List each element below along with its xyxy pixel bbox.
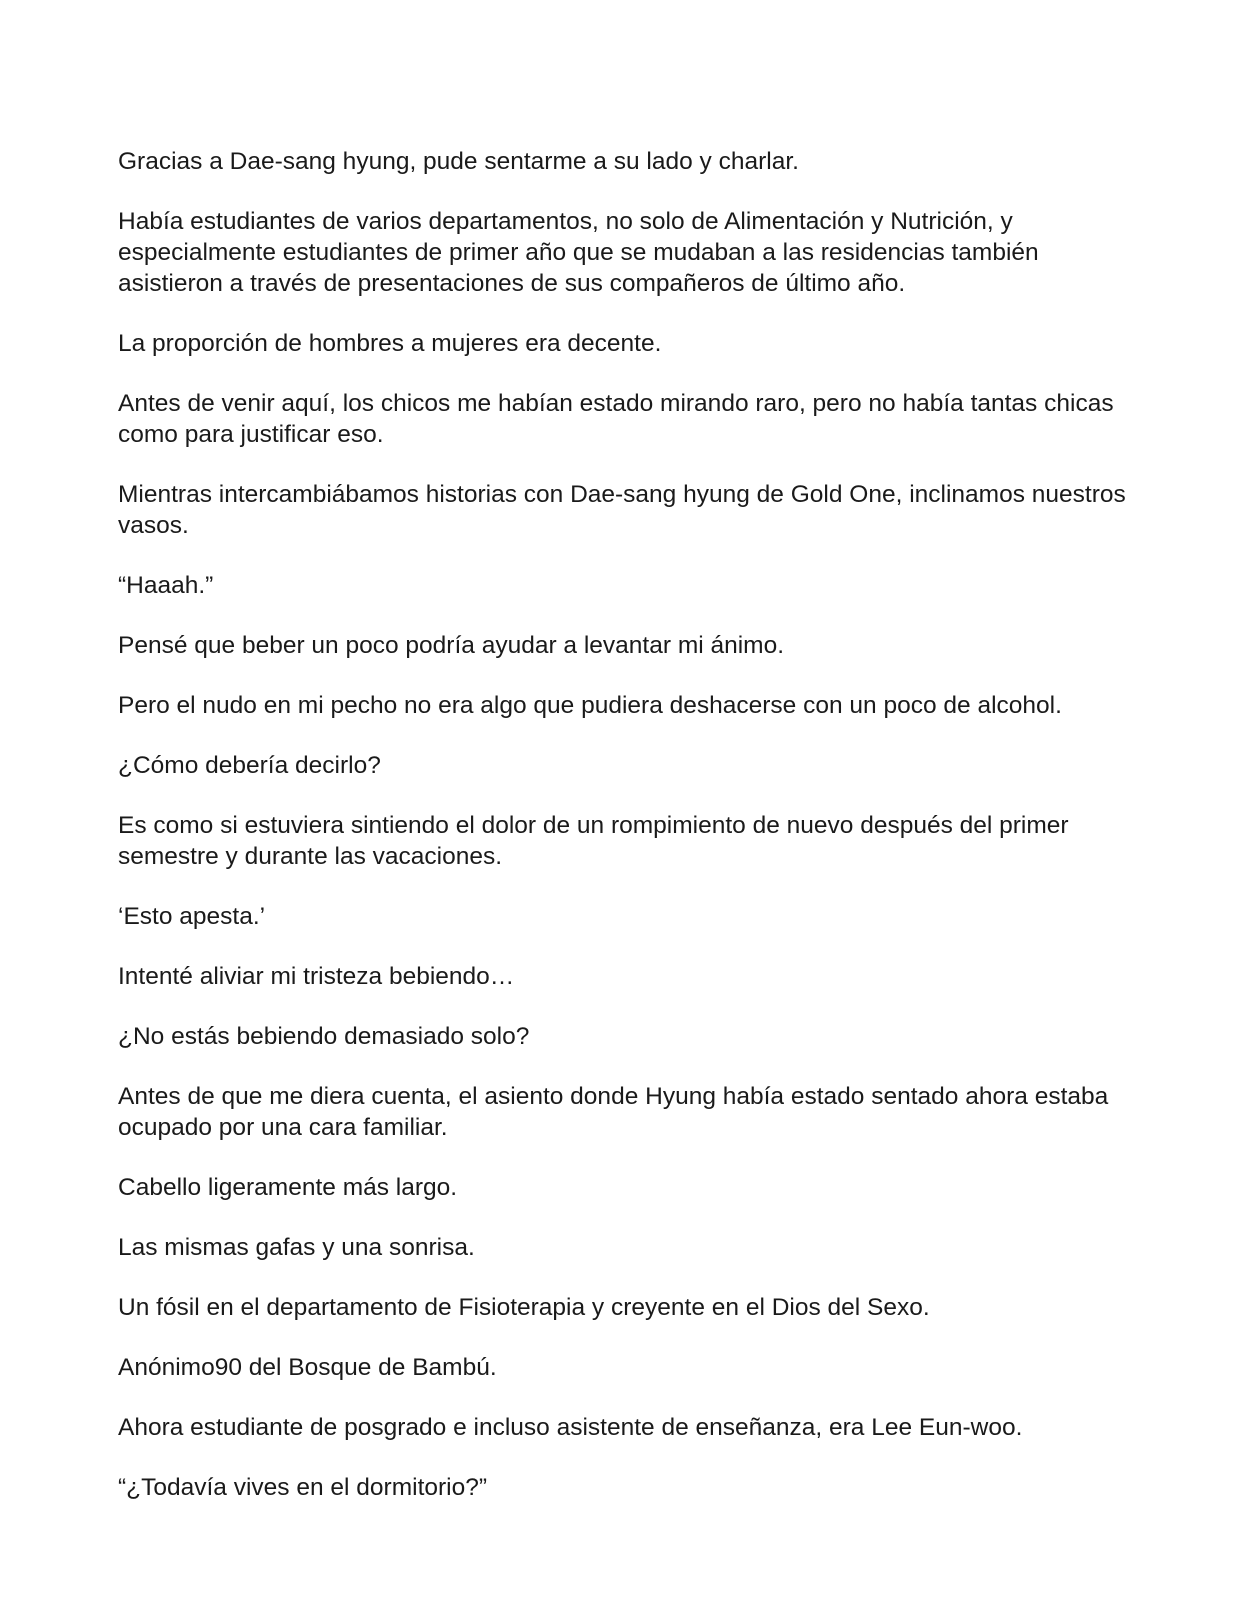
paragraph: ¿Cómo debería decirlo? — [118, 752, 381, 779]
paragraph: ‘Esto apesta.’ — [118, 903, 266, 930]
paragraph: “¿Todavía vives en el dormitorio?” — [118, 1474, 488, 1501]
paragraph: Intenté aliviar mi tristeza bebiendo… — [118, 963, 515, 990]
paragraph: La proporción de hombres a mujeres era decente. — [118, 330, 662, 357]
paragraph: Antes de venir aquí, los chicos me habían estado mirando raro, pero no había tantas chicas como para justificar eso. — [118, 390, 1114, 448]
paragraph: “Haaah.” — [118, 572, 214, 599]
paragraph: Es como si estuviera sintiendo el dolor de un rompimiento de nuevo después del primer semestre y durante las vacaciones. — [118, 812, 1069, 870]
paragraph: Cabello ligeramente más largo. — [118, 1174, 458, 1201]
paragraph: Gracias a Dae-sang hyung, pude sentarme a su lado y charlar. — [118, 148, 799, 175]
paragraph: Mientras intercambiábamos historias con Dae-sang hyung de Gold One, inclinamos nuestros vasos. — [118, 481, 1126, 539]
paragraph: Pero el nudo en mi pecho no era algo que pudiera deshacerse con un poco de alcohol. — [118, 692, 1062, 719]
paragraph: Ahora estudiante de posgrado e incluso asistente de enseñanza, era Lee Eun-woo. — [118, 1414, 1023, 1441]
document-body — [118, 146, 1128, 1532]
paragraph: Anónimo90 del Bosque de Bambú. — [118, 1354, 497, 1381]
paragraph: Un fósil en el departamento de Fisioterapia y creyente en el Dios del Sexo. — [118, 1294, 930, 1321]
paragraph: Había estudiantes de varios departamentos, no solo de Alimentación y Nutrición, y especialmente estudiantes de primer año que se mudaban a las residencias también asistieron a través de presentaciones de sus compañeros de último año. — [118, 208, 1039, 297]
paragraph: ¿No estás bebiendo demasiado solo? — [118, 1023, 530, 1050]
paragraph: Las mismas gafas y una sonrisa. — [118, 1234, 475, 1261]
paragraph: Antes de que me diera cuenta, el asiento donde Hyung había estado sentado ahora estaba ocupado por una cara familiar. — [118, 1083, 1109, 1141]
paragraph: Pensé que beber un poco podría ayudar a levantar mi ánimo. — [118, 632, 785, 659]
